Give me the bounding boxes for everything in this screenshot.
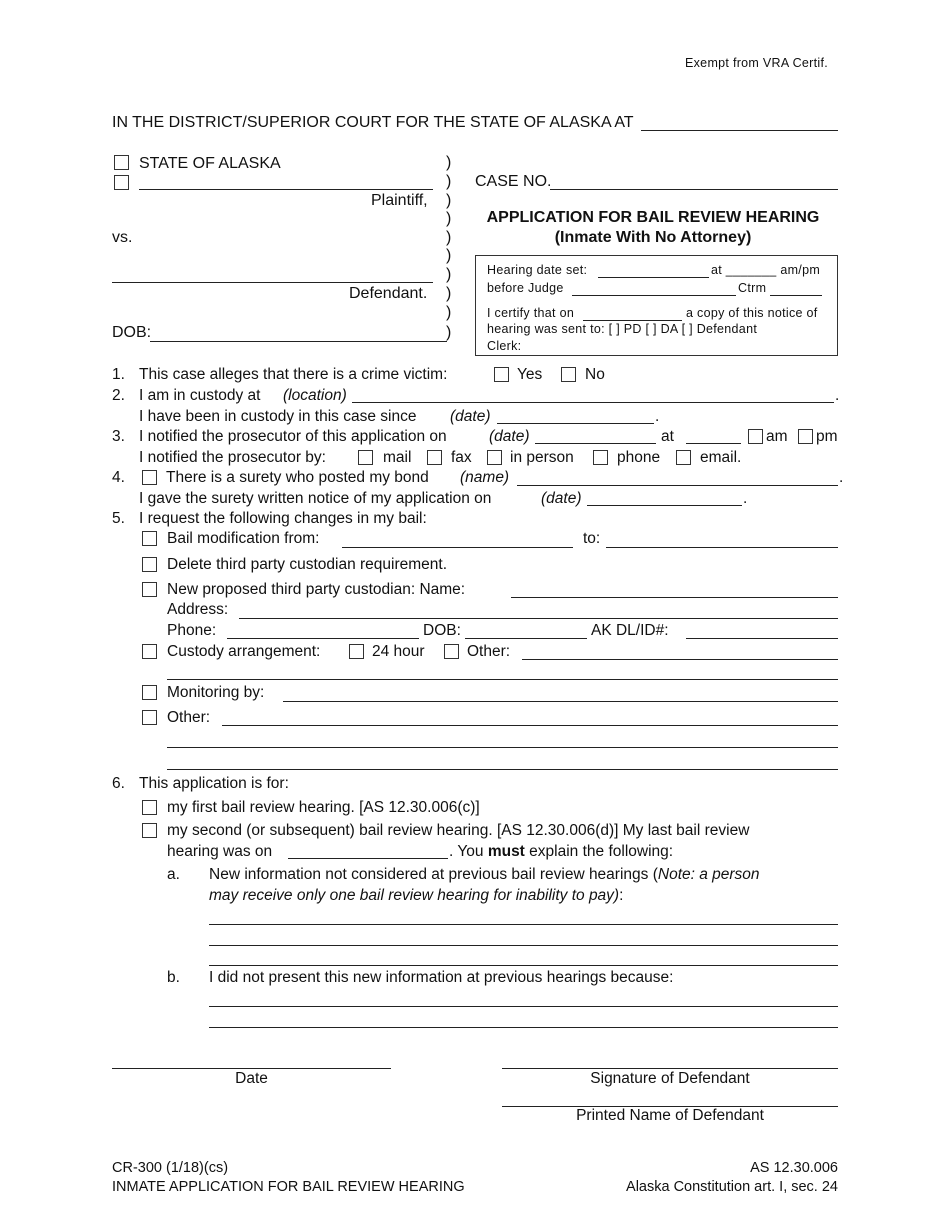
custody-location-label: I am in custody at [139,387,261,404]
hearing-time-label: at _______ am/pm [711,263,821,277]
form-subtitle: (Inmate With No Attorney) [554,229,752,246]
new-info-line-3[interactable] [209,965,838,966]
new-information-label: New information not considered at previous bail review hearings (Note: a person [209,866,760,883]
bail-modification-checkbox[interactable] [142,531,157,546]
pm-checkbox[interactable] [798,429,813,444]
notified-time-line[interactable] [686,443,741,444]
new-custodian-label: New proposed third party custodian: Name: [167,581,466,598]
surety-notice-date-line[interactable] [587,505,742,506]
defendant-label: Defendant. [349,285,428,302]
phone-checkbox[interactable] [593,450,608,465]
custodian-id-line[interactable] [686,638,838,639]
item-number: 4. [112,469,125,486]
judge-line[interactable] [572,295,736,296]
bail-modification-label: Bail modification from: [167,530,320,547]
certify-label: I certify that on [487,306,575,320]
surety-label: There is a surety who posted my bond [166,469,429,486]
constitution-reference: Alaska Constitution art. I, sec. 24 [626,1179,838,1195]
monitoring-checkbox[interactable] [142,685,157,700]
surety-name-line[interactable] [517,485,838,486]
in-person-label: in person [510,449,574,466]
sub-a-number: a. [167,866,180,883]
custodian-dob-label: DOB: [423,622,461,639]
caption-paren: ) [446,304,452,321]
application-for-label: This application is for: [139,775,289,792]
name-hint: (name) [460,469,510,486]
other-plaintiff-checkbox[interactable] [114,175,129,190]
date-hint: (date) [541,490,582,507]
custody-location-line[interactable] [352,402,834,403]
before-judge-label: before Judge [487,281,564,295]
24-hour-label: 24 hour [372,643,425,660]
case-no-line[interactable] [550,189,838,190]
monitoring-line[interactable] [283,701,838,702]
monitoring-label: Monitoring by: [167,684,265,701]
signature-label: Signature of Defendant [590,1070,750,1087]
am-checkbox[interactable] [748,429,763,444]
victim-no-checkbox[interactable] [561,367,576,382]
bail-changes-label: I request the following changes in my bail: [139,510,427,527]
must-explain-text: . You must explain the following: [449,843,674,860]
hearing-date-label: Hearing date set: [487,263,588,277]
at-label: at [661,428,674,445]
date-signature-line[interactable] [112,1068,391,1069]
sub-b-number: b. [167,969,180,986]
caption-paren: ) [446,173,452,190]
copy-label: a copy of this notice of [686,306,818,320]
custody-other-line-2[interactable] [167,679,838,680]
caption-paren: ) [446,154,452,171]
item-number: 3. [112,428,125,445]
reason-line-2[interactable] [209,1027,838,1028]
custody-since-label: I have been in custody in this case since [139,408,417,425]
printed-name-label: Printed Name of Defendant [576,1107,764,1124]
sent-to-label: hearing was sent to: [ ] PD [ ] DA [ ] Defendant [487,322,758,336]
date-hint: (date) [450,408,491,425]
custody-arrangement-checkbox[interactable] [142,644,157,659]
period: . [655,408,660,425]
surety-checkbox[interactable] [142,470,157,485]
pm-label: pm [816,428,838,445]
hearing-was-on-label: hearing was on [167,843,273,860]
phone-label: phone [617,449,661,466]
other-change-label: Other: [167,709,211,726]
address-label: Address: [167,601,229,618]
fax-checkbox[interactable] [427,450,442,465]
ctrm-line[interactable] [770,295,822,296]
form-title: APPLICATION FOR BAIL REVIEW HEARING [486,209,820,226]
other-change-line[interactable] [222,725,838,726]
court-location-line[interactable] [641,130,838,131]
new-info-line-2[interactable] [209,945,838,946]
new-information-note: may receive only one bail review hearing for inability to pay): [209,887,624,904]
last-hearing-date-line[interactable] [288,858,448,859]
no-label: No [585,366,605,383]
period: . [835,387,840,404]
defendant-signature-line[interactable] [502,1068,838,1069]
date-hint: (date) [489,428,530,445]
mail-label: mail [383,449,412,466]
custody-other-label: Other: [467,643,511,660]
new-custodian-checkbox[interactable] [142,582,157,597]
custody-other-line[interactable] [522,659,838,660]
caption-paren: ) [446,285,452,302]
delete-custodian-label: Delete third party custodian requirement. [167,556,448,573]
state-label: STATE OF ALASKA [139,155,281,172]
dob-line[interactable] [150,341,447,342]
am-label: am [766,428,788,445]
item-number: 2. [112,387,125,404]
caption-paren: ) [446,210,452,227]
24-hour-checkbox[interactable] [349,644,364,659]
state-of-alaska-checkbox[interactable] [114,155,129,170]
victim-yes-checkbox[interactable] [494,367,509,382]
plaintiff-name-line[interactable] [139,189,433,190]
custodian-address-line[interactable] [239,618,838,619]
period: . [839,469,844,486]
court-heading: IN THE DISTRICT/SUPERIOR COURT FOR THE STATE OF ALASKA AT [112,114,634,131]
period: . [743,490,748,507]
first-hearing-checkbox[interactable] [142,800,157,815]
ctrm-label: Ctrm [738,281,767,295]
item-number: 5. [112,510,125,527]
custodian-phone-label: Phone: [167,622,217,639]
custodian-dob-line[interactable] [465,638,587,639]
notified-date-line[interactable] [535,443,656,444]
mail-checkbox[interactable] [358,450,373,465]
caption-paren: ) [446,324,452,341]
custody-since-line[interactable] [497,423,654,424]
reason-line-1[interactable] [209,1006,838,1007]
delete-custodian-checkbox[interactable] [142,557,157,572]
email-label: email. [700,449,742,466]
form-number: CR-300 (1/18)(cs) [112,1160,229,1176]
notified-by-label: I notified the prosecutor by: [139,449,326,466]
second-hearing-checkbox[interactable] [142,823,157,838]
case-no-label: CASE NO. [475,173,552,190]
other-change-line-3[interactable] [167,769,838,770]
fax-label: fax [451,449,472,466]
akdl-label: AK DL/ID#: [591,622,669,639]
exempt-note: Exempt from VRA Certif. [685,56,829,70]
bail-to-line[interactable] [606,547,838,548]
form-footer-title: INMATE APPLICATION FOR BAIL REVIEW HEARING [112,1179,465,1195]
item-number: 6. [112,775,125,792]
caption-paren: ) [446,229,452,246]
dob-label: DOB: [112,324,152,341]
certify-date-line[interactable] [583,320,682,321]
defendant-name-line[interactable] [112,282,433,283]
hearing-date-line[interactable] [598,277,709,278]
crime-victim-question: This case alleges that there is a crime victim: [139,366,448,383]
not-presented-label: I did not present this new information at previous hearings because: [209,969,674,986]
new-info-line-1[interactable] [209,924,838,925]
caption-paren: ) [446,247,452,264]
in-person-checkbox[interactable] [487,450,502,465]
location-hint: (location) [283,387,347,404]
custodian-name-line[interactable] [511,597,838,598]
custody-arrangement-label: Custody arrangement: [167,643,321,660]
caption-paren: ) [446,266,452,283]
date-label: Date [235,1070,268,1087]
notified-prosecutor-label: I notified the prosecutor of this application on [139,428,447,445]
other-change-line-2[interactable] [167,747,838,748]
custodian-phone-line[interactable] [227,638,419,639]
yes-label: Yes [517,366,543,383]
custody-other-checkbox[interactable] [444,644,459,659]
clerk-label: Clerk: [487,339,522,353]
surety-notice-label: I gave the surety written notice of my application on [139,490,492,507]
email-checkbox[interactable] [676,450,691,465]
other-change-checkbox[interactable] [142,710,157,725]
to-label: to: [583,530,601,547]
second-hearing-label: my second (or subsequent) bail review hearing. [AS 12.30.006(d)] My last bail review [167,822,750,839]
plaintiff-label: Plaintiff, [371,192,428,209]
vs-label: vs. [112,229,133,246]
caption-paren: ) [446,192,452,209]
item-number: 1. [112,366,125,383]
bail-from-line[interactable] [342,547,573,548]
statute-reference: AS 12.30.006 [750,1160,838,1176]
first-hearing-label: my first bail review hearing. [AS 12.30.006(c)] [167,799,480,816]
